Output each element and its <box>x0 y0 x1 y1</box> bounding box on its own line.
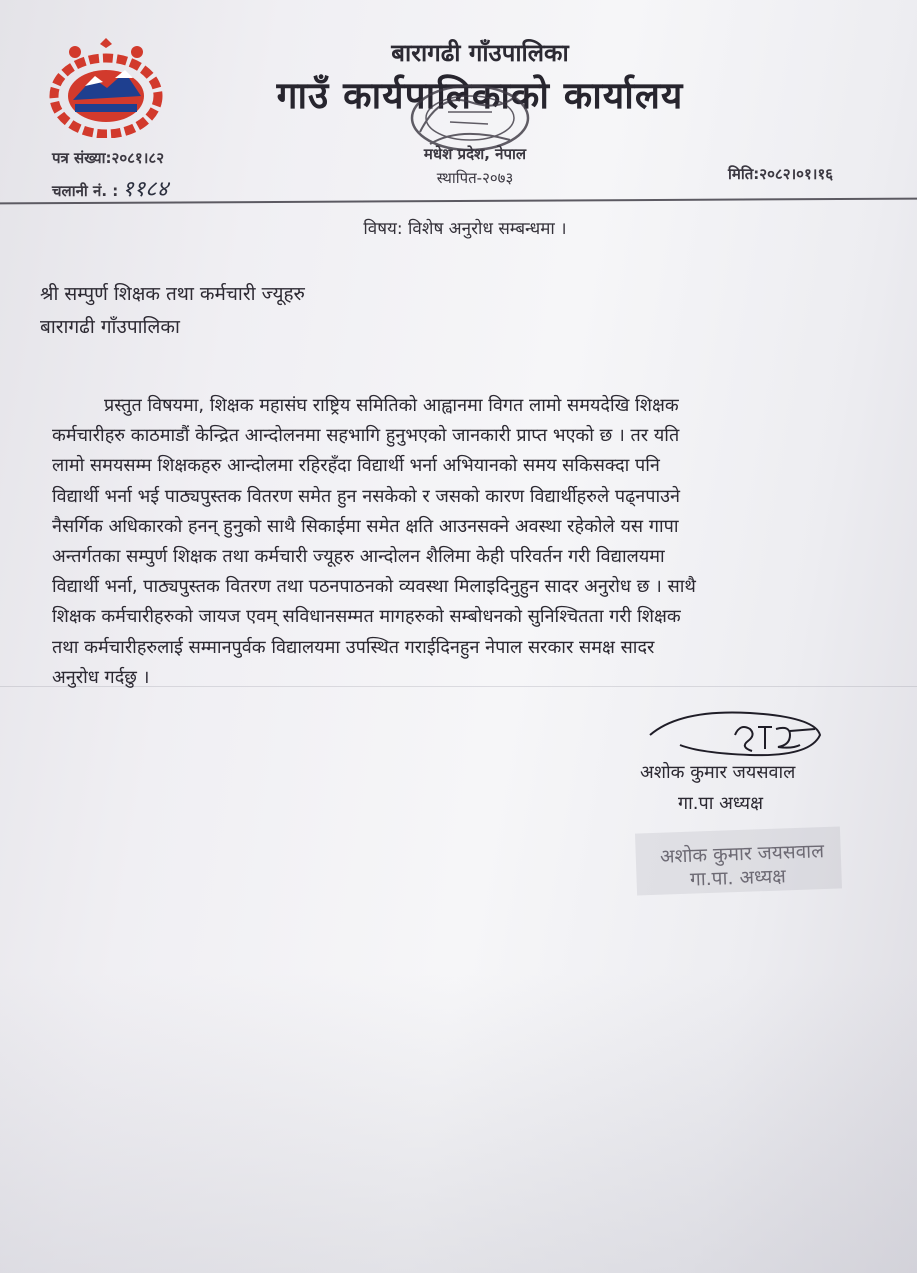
nepal-emblem-logo <box>45 38 167 138</box>
body-line: लामो समयसम्म शिक्षकहरु आन्दोलमा रहिरहँदा विद्यार्थी भर्ना अभियानको समय सकिसक्दा पनि <box>52 455 660 477</box>
dispatch-label: चलानी नं. : <box>52 182 119 200</box>
province-line: मधेश प्रदेश, नेपाल <box>423 145 527 163</box>
handwritten-signature <box>640 705 830 761</box>
body-line: अनुरोध गर्दछु । <box>52 666 150 688</box>
signatory-title: गा.पा अध्यक्ष <box>678 793 763 814</box>
established-year: स्थापित-२०७३ <box>436 169 514 187</box>
signatory-name: अशोक कुमार जयसवाल <box>640 762 796 783</box>
letter-number: पत्र संख्या:२०८१।८२ <box>52 149 165 167</box>
body-line: शिक्षक कर्मचारीहरुको जायज एवम् सविधानसम्मत मागहरुको सम्बोधनको सुनिश्चितता गरी शिक्षक <box>52 606 681 628</box>
body-line: प्रस्तुत विषयमा, शिक्षक महासंघ राष्ट्रिय समितिको आह्वानमा विगत लामो समयदेखि शिक्षक <box>104 395 679 416</box>
dispatch-handwritten-number: ११८४ <box>122 177 169 202</box>
dispatch-number <box>52 173 168 203</box>
body-line: विद्यार्थी भर्ना, पाठ्यपुस्तक वितरण तथा पठनपाठनको व्यवस्था मिलाइदिनुहुन सादर अनुरोध छ । साथै <box>52 576 696 598</box>
letter-date: मिति:२०८२।०१।१६ <box>728 165 834 183</box>
stamp-name: अशोक कुमार जयसवाल <box>659 840 825 868</box>
addressee-line-2: बारागढी गाँउपालिका <box>40 316 180 338</box>
stamp-title: गा.पा. अध्यक्ष <box>689 865 787 891</box>
body-paragraph <box>52 391 878 693</box>
body-line: अन्तर्गतका सम्पुर्ण शिक्षक तथा कर्मचारी ज्यूहरु आन्दोलन शैलिमा केही परिवर्तन गरी विद्यालयमा <box>52 546 665 568</box>
body-line: कर्मचारीहरु काठमाडौं केन्द्रित आन्दोलनमा सहभागि हुनुभएको जानकारी प्राप्त भएको छ । तर यति <box>52 425 680 447</box>
subject-line: विषय: विशेष अनुरोध सम्बन्धमा । <box>363 219 567 239</box>
body-line: नैसर्गिक अधिकारको हनन् हुनुको साथै सिकाईमा समेत क्षति आउनसक्ने अवस्था रहेकोले यस गापा <box>52 515 679 537</box>
body-line: विद्यार्थी भर्ना भई पाठ्यपुस्तक वितरण समेत हुन नसकेको र जसको कारण विद्यार्थीहरुले पढ्नपाउने <box>52 485 681 507</box>
municipality-name: बारागढी गाँउपालिका <box>391 39 569 67</box>
addressee-line-1: श्री सम्पुर्ण शिक्षक तथा कर्मचारी ज्यूहरु <box>40 283 305 305</box>
body-line: तथा कर्मचारीहरुलाई सम्मानपुर्वक विद्यालयमा उपस्थित गराईदिनहुन नेपाल सरकार समक्ष सादर <box>52 636 655 658</box>
office-title: गाउँ कार्यपालिकाको कार्यालय <box>276 74 684 117</box>
